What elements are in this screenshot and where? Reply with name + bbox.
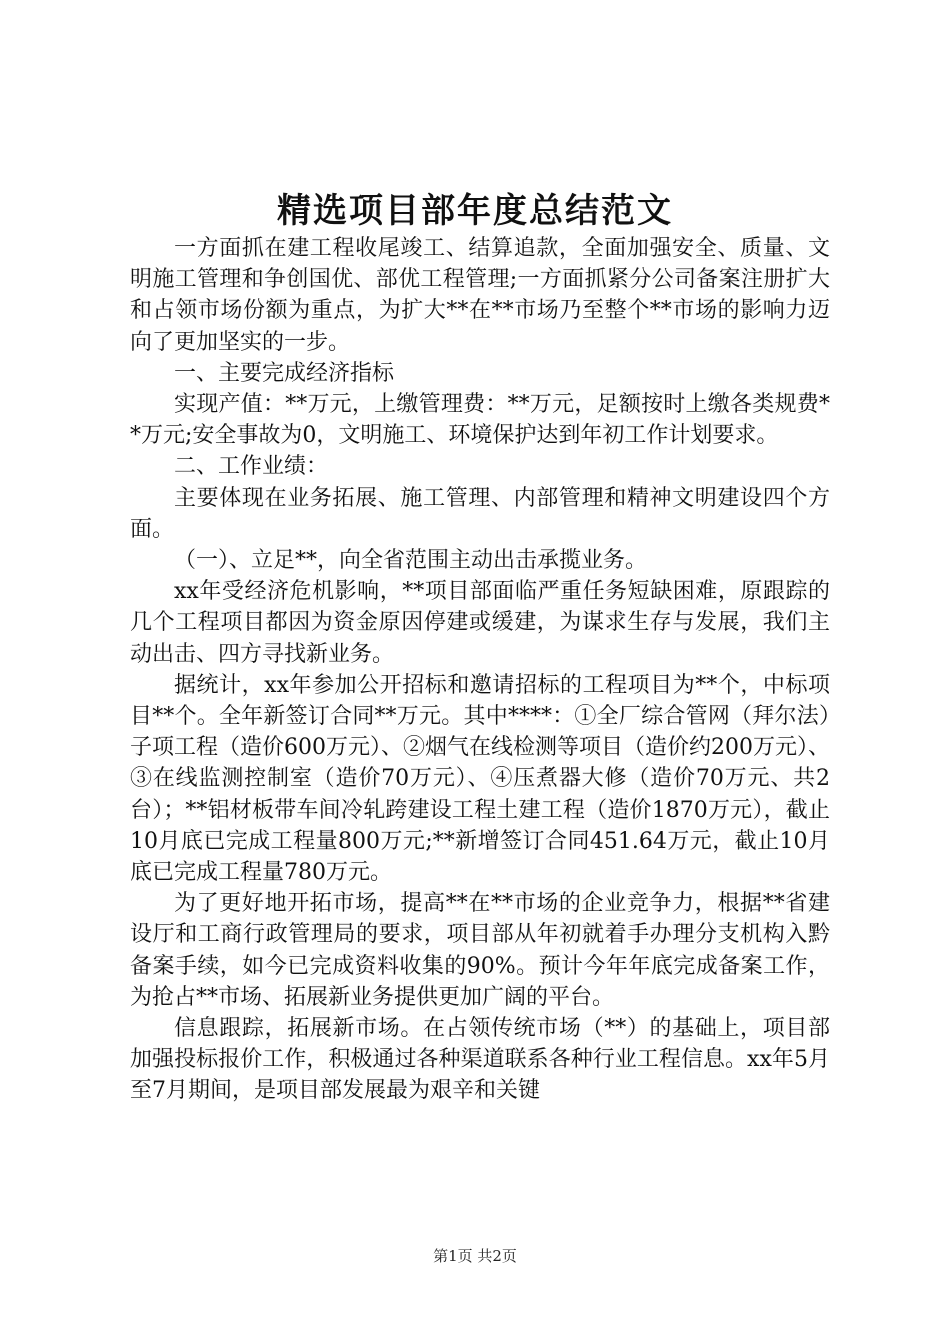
document-title: 精选项目部年度总结范文 [277,191,673,231]
paragraph: 主要体现在业务拓展、施工管理、内部管理和精神文明建设四个方面。 [130,485,830,542]
paragraph: 实现产值：**万元，上缴管理费：**万元，足额按时上缴各类规费**万元;安全事故为0，文明施工、环境保护达到年初工作计划要求。 [130,392,830,449]
document-body [130,233,830,1107]
subsection-heading: （一）、立足**，向全省范围主动出击承揽业务。 [174,548,648,574]
paragraph: 一方面抓在建工程收尾竣工、结算追款，全面加强安全、质量、文明施工管理和争创国优、部优工程管理;一方面抓紧分公司备案注册扩大和占领市场份额为重点，为扩大**在**市场乃至整个**市场的影响力迈向了更加坚实的一步。 [130,236,830,355]
paragraph: 信息跟踪，拓展新市场。在占领传统市场（**）的基础上，项目部加强投标报价工作，积极通过各种渠道联系各种行业工程信息。xx年5月至7月期间，是项目部发展最为艰辛和关键 [130,1016,830,1104]
paragraph: 据统计，xx年参加公开招标和邀请招标的工程项目为**个，中标项目**个。全年新签订合同**万元。其中****：①全厂综合管网（拜尔法）子项工程（造价600万元）、②烟气在线检测等项目（造价约200万元）、③在线监测控制室（造价70万元）、④压煮器大修（造价70万元、共2台）；**铝材板带车间冷轧跨建设工程土建工程（造价1870万元），截止10月底已完成工程量800万元;**新增签订合同451.64万元，截止10月底已完成工程量780万元。 [130,672,830,886]
page-footer: 第1页 共2页 [433,1247,517,1265]
section-heading: 一、主要完成经济指标 [174,360,395,386]
paragraph: 为了更好地开拓市场，提高**在**市场的企业竞争力，根据**省建设厅和工商行政管理局的要求，项目部从年初就着手办理分支机构入黔备案手续，如今已完成资料收集的90%。预计今年年底完成备案工作，为抢占**市场、拓展新业务提供更加广阔的平台。 [130,891,830,1010]
paragraph: xx年受经济危机影响，**项目部面临严重任务短缺困难，原跟踪的几个工程项目都因为资金原因停建或缓建，为谋求生存与发展，我们主动出击、四方寻找新业务。 [130,579,830,667]
section-heading: 二、工作业绩： [174,454,329,480]
